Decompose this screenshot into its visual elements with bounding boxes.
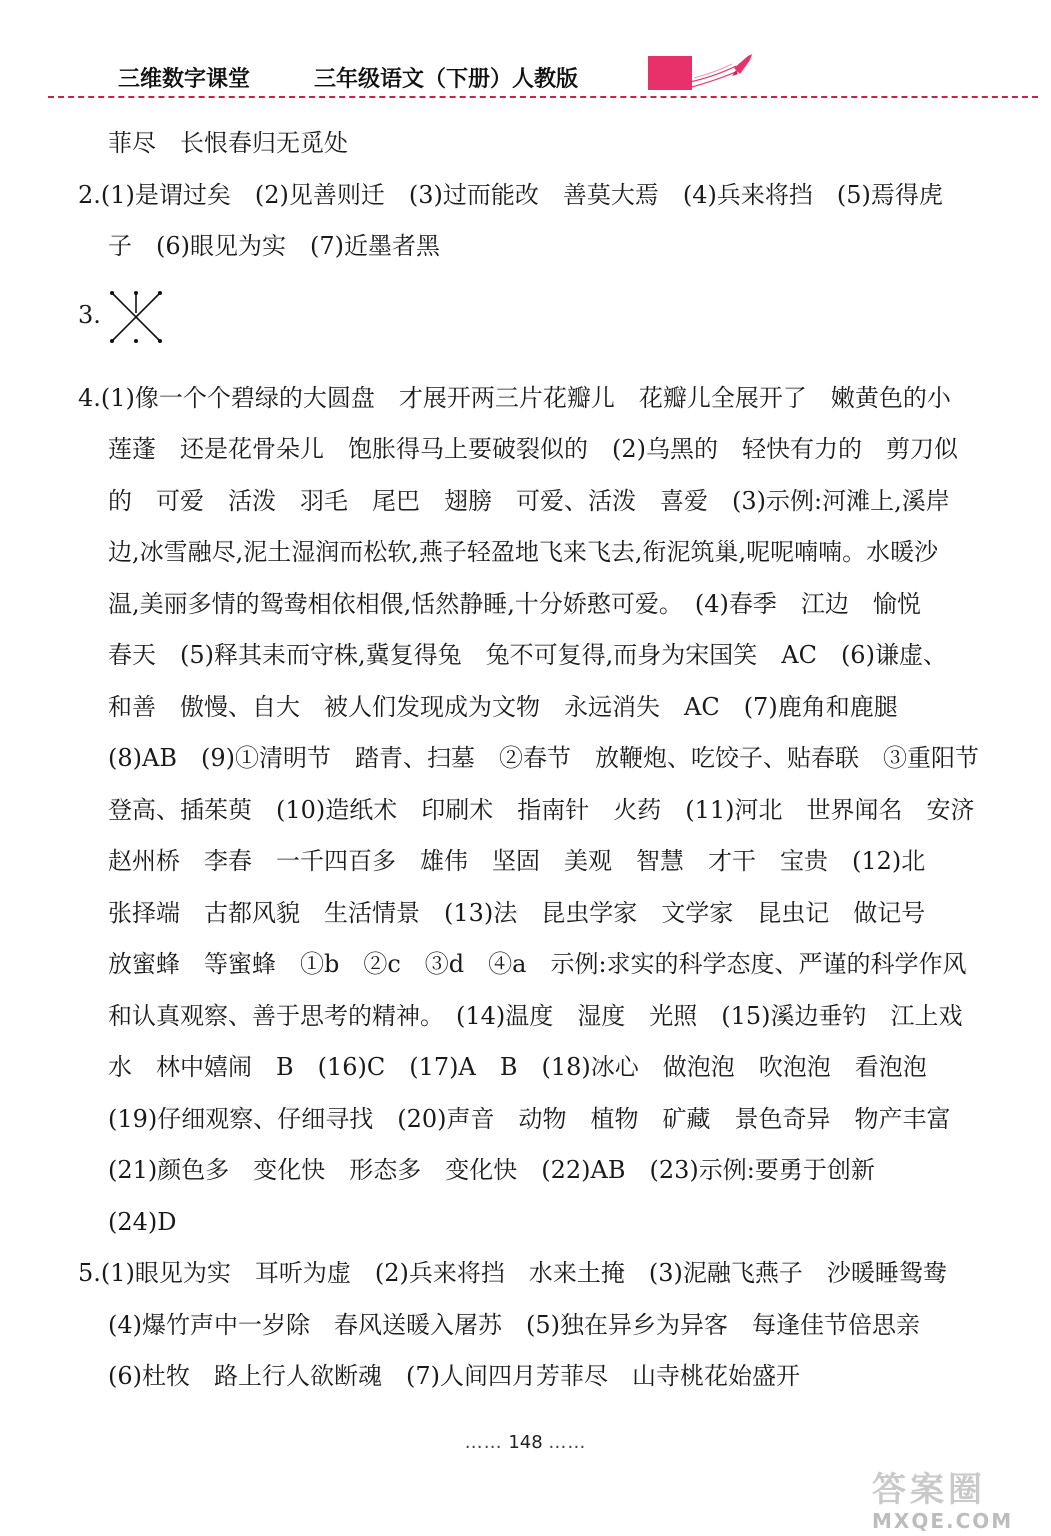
matching-lines-figure xyxy=(106,287,166,347)
text-line: 温,美丽多情的鸳鸯相依相偎,恬然静睡,十分娇憨可爱。 (4)春季 江边 愉悦 xyxy=(108,589,921,618)
header-divider xyxy=(48,96,1038,98)
site-watermark xyxy=(872,1462,1032,1533)
text-line: 张择端 古都风貌 生活情景 (13)法 昆虫学家 文学家 昆虫记 做记号 xyxy=(108,898,926,927)
text-line: (8)AB (9)①清明节 踏青、扫墓 ②春节 放鞭炮、吃饺子、贴春联 ③重阳节 xyxy=(108,744,979,772)
text-line: 2.(1)是谓过矣 (2)见善则迁 (3)过而能改 善莫大焉 (4)兵来将挡 (5)焉得虎 xyxy=(78,180,943,209)
page-header xyxy=(0,0,1051,100)
text-line: 水 林中嬉闹 B (16)C (17)A B (18)冰心 做泡泡 吹泡泡 看泡泡 xyxy=(108,1053,927,1081)
text-line: 菲尽 长恨春归无觅处 xyxy=(108,129,348,157)
text-line: (6)杜牧 路上行人欲断魂 (7)人间四月芳菲尽 山寺桃花始盛开 xyxy=(108,1362,800,1390)
watermark-logo-text: 答案圈 xyxy=(872,1470,986,1510)
text-line: (19)仔细观察、仔细寻找 (20)声音 动物 植物 矿藏 景色奇异 物产丰富 xyxy=(108,1104,951,1133)
footer-dots-left: …… xyxy=(464,1432,503,1453)
text-line: (4)爆竹声中一岁除 春风送暖入屠苏 (5)独在异乡为异客 每逢佳节倍思亲 xyxy=(108,1310,920,1339)
rocket-icon xyxy=(686,52,756,92)
text-line: 春天 (5)释其耒而守株,冀复得兔 兔不可复得,而身为宋国笑 AC (6)谦虚、 xyxy=(108,641,947,669)
text-line: (24)D xyxy=(108,1207,177,1236)
page-number: 148 xyxy=(508,1432,543,1453)
page-footer xyxy=(0,1432,1051,1453)
answer-content xyxy=(78,118,1028,1403)
text-line: 4.(1)像一个个碧绿的大圆盘 才展开两三片花瓣儿 花瓣儿全展开了 嫩黄色的小 xyxy=(78,383,951,412)
footer-dots-right: …… xyxy=(548,1432,587,1453)
text-line: (21)颜色多 变化快 形态多 变化快 (22)AB (23)示例:要勇于创新 xyxy=(108,1156,875,1184)
matching-answer xyxy=(78,273,1028,373)
text-line: 边,冰雪融尽,泥土湿润而松软,燕子轻盈地飞来飞去,衔泥筑巢,呢呢喃喃。水暖沙 xyxy=(108,538,939,566)
series-brand: 三维数字课堂 xyxy=(118,67,251,92)
book-title: 三年级语文（下册）人教版 xyxy=(314,67,579,92)
watermark-url: MXQE.COM xyxy=(872,1509,1014,1533)
text-line: 莲蓬 还是花骨朵儿 饱胀得马上要破裂似的 (2)乌黑的 轻快有力的 剪刀似 xyxy=(108,435,958,463)
text-line: 子 (6)眼见为实 (7)近墨者黑 xyxy=(108,232,440,260)
text-line: 赵州桥 李春 一千四百多 雄伟 坚固 美观 智慧 才干 宝贵 (12)北 xyxy=(108,847,926,875)
item-number: 3. xyxy=(78,300,101,329)
text-line: 5.(1)眼见为实 耳听为虚 (2)兵来将挡 水来土掩 (3)泥融飞燕子 沙暖睡鸳鸯 xyxy=(78,1259,947,1287)
text-line: 和认真观察、善于思考的精神。 (14)温度 湿度 光照 (15)溪边垂钓 江上戏 xyxy=(108,1001,963,1030)
text-line: 的 可爱 活泼 羽毛 尾巴 翅膀 可爱、活泼 喜爱 (3)示例:河滩上,溪岸 xyxy=(108,486,950,515)
text-line: 登高、插茱萸 (10)造纸术 印刷术 指南针 火药 (11)河北 世界闻名 安济 xyxy=(108,795,975,824)
text-line: 放蜜蜂 等蜜蜂 ①b ②c ③d ④a 示例:求实的科学态度、严谨的科学作风 xyxy=(108,950,967,978)
text-line: 和善 傲慢、自大 被人们发现成为文物 永远消失 AC (7)鹿角和鹿腿 xyxy=(108,692,898,721)
